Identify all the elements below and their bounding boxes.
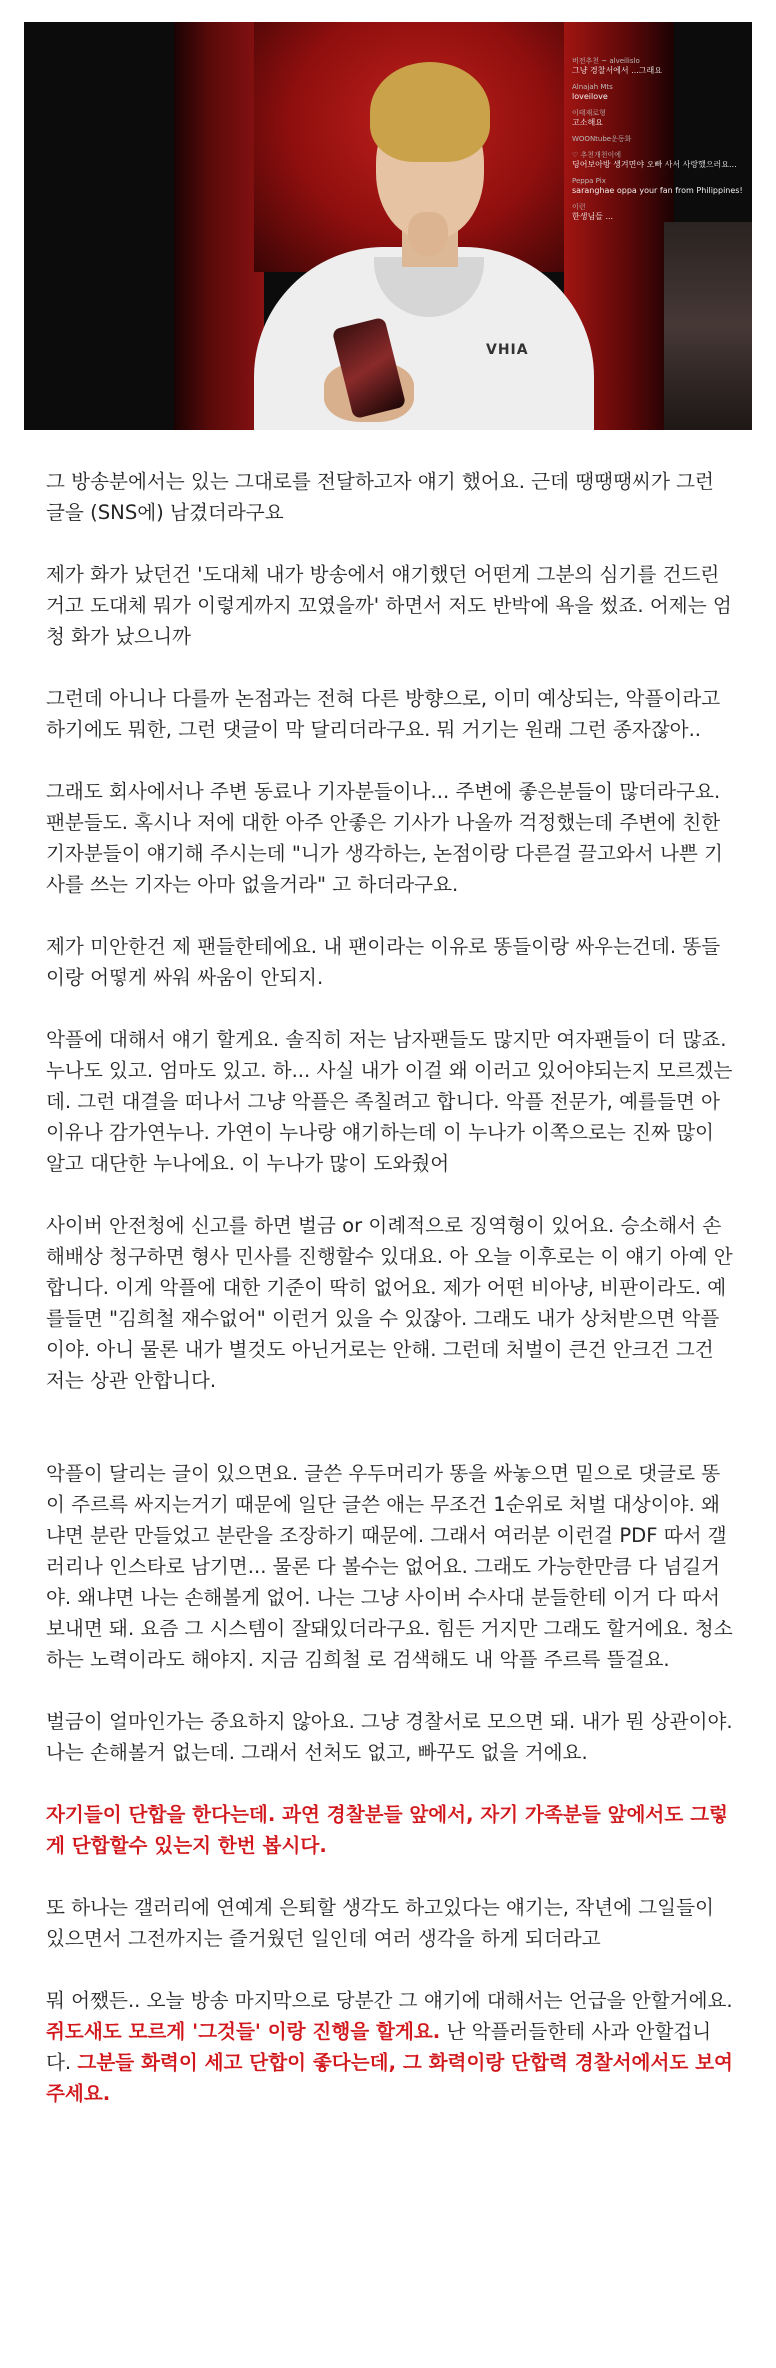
chat-username: 이런 xyxy=(572,203,586,211)
paragraph: 사이버 안전청에 신고를 하면 벌금 or 이례적으로 징역형이 있어요. 승소해서 손해배상 청구하면 형사 민사를 진행할수 있대요. 아 오늘 이후로는 이 얘기 아예 안합니다. 이게 악플에 대한 기준이 딱히 없어요. 제가 어떤 비아냥, 비판이라도. 예를들면 "김희철 재수없어" 이런거 있을 수 있잖아. 그래도 내가 상처받으면 악플이야. 아니 물론 내가 별것도 아닌거로는 안해. 그런데 처벌이 큰건 안크건 그건 저는 상관 안합니다. xyxy=(46,1214,733,1392)
live-chat-overlay xyxy=(572,56,752,228)
closing-text: 난 악플러들한테 사과 안할겁니다. xyxy=(46,2020,712,2074)
chat-text: 그냥 경찰서에서 ...그래요 xyxy=(572,66,662,75)
chat-text: loveilove xyxy=(572,92,608,101)
chat-username: Peppa Pix xyxy=(572,177,606,185)
paragraph: 벌금이 얼마인가는 중요하지 않아요. 그냥 경찰서로 모으면 돼. 내가 뭔 상관이야. 나는 손해볼거 없는데. 그래서 선처도 없고, 빠꾸도 없을 거에요. xyxy=(46,1710,733,1764)
chat-message xyxy=(572,202,752,222)
paragraph: 또 하나는 갤러리에 연예계 은퇴할 생각도 하고있다는 얘기는, 작년에 그일들이 있으면서 그전까지는 즐거웠던 일인데 여러 생각을 하게 되더라고 xyxy=(46,1896,714,1950)
chat-username: ♡ 추천개천이에 xyxy=(572,151,622,159)
chat-username: 이태재로형 xyxy=(572,109,606,117)
chat-text: 고소해요 xyxy=(572,118,603,127)
chat-message xyxy=(572,134,752,144)
chat-username: WOONtube운동화 xyxy=(572,135,632,143)
hoodie-print: VHIA xyxy=(486,342,529,358)
chat-text: 딩어보아방 생겨면야 오빠 사서 사랑했으러요... xyxy=(572,160,737,169)
paragraph: 그래도 회사에서나 주변 동료나 기자분들이나... 주변에 좋은분들이 많더라구요. 팬분들도. 혹시나 저에 대한 아주 안좋은 기사가 나올까 걱정했는데 주변에 친한 기자분들이 얘기해 주시는데 "니가 생각하는, 논점이랑 다른걸 끌고와서 나쁜 기사를 쓰는 기자는 아마 없을거라" 고 하더라구요. xyxy=(46,780,723,896)
paragraph: 악플이 달리는 글이 있으면요. 글쓴 우두머리가 똥을 싸놓으면 밑으로 댓글로 똥이 주르륵 싸지는거기 때문에 일단 글쓴 애는 무조건 1순위로 처벌 대상이야. 왜냐면 분란 만들었고 분란을 조장하기 때문에. 그래서 여러분 이런걸 PDF 따서 갤러리나 인스타로 남기면... 물론 다 볼수는 없어요. 그래도 가능한만큼 다 넘길거야. 왜냐면 나는 손해볼게 없어. 나는 그냥 사이버 수사대 분들한테 이거 다 따서 보내면 돼. 요즘 그 시스템이 잘돼있더라구요. 힘든 거지만 그래도 할거에요. 청소하는 노력이라도 해야지. 지금 김희철 로 검색해도 내 악플 주르륵 뜰걸요. xyxy=(46,1462,733,1671)
hand-on-chin xyxy=(408,212,448,256)
chat-message xyxy=(572,82,752,102)
paragraph: 제가 화가 났던건 '도대체 내가 방송에서 얘기했던 어떤게 그분의 심기를 건드린거고 도대체 뭐가 이렇게까지 꼬였을까' 하면서 저도 반박에 욕을 썼죠. 어제는 엄청 화가 났으니까 xyxy=(46,563,732,648)
chat-username: 버전추천 ~ alveilislo xyxy=(572,57,640,65)
emphasis-text: 쥐도새도 모르게 '그것들' 이랑 진행을 할게요. xyxy=(46,2020,441,2043)
article-body xyxy=(46,466,736,2140)
closing-paragraph xyxy=(46,1985,736,2109)
chat-message xyxy=(572,150,752,170)
paragraph: 그런데 아니나 다를까 논점과는 전혀 다른 방향으로, 이미 예상되는, 악플이라고 하기에도 뭐한, 그런 댓글이 막 달리더라구요. 뭐 거기는 원래 그런 종자잖아.. xyxy=(46,687,721,741)
chair-left-wing xyxy=(174,22,264,430)
chat-message xyxy=(572,108,752,128)
emphasis-text: 그분들 화력이 세고 단합이 좋다는데, 그 화력이랑 단합력 경찰서에서도 보여주세요. xyxy=(46,2051,733,2105)
background-shelf xyxy=(664,222,752,430)
paragraph: 그 방송분에서는 있는 그대로를 전달하고자 얘기 했어요. 근데 땡땡땡씨가 그런 글을 (SNS에) 남겼더라구요 xyxy=(46,470,714,524)
hair xyxy=(370,62,490,162)
broadcast-video-frame xyxy=(24,22,752,430)
chat-username: Alnajah Mts xyxy=(572,83,613,91)
paragraph: 악플에 대해서 얘기 할게요. 솔직히 저는 남자팬들도 많지만 여자팬들이 더 많죠. 누나도 있고. 엄마도 있고. 하... 사실 내가 이걸 왜 이러고 있어야되는지 모르겠는데. 그런 대결을 떠나서 그냥 악플은 족칠려고 합니다. 악플 전문가, 예를들면 아이유나 감가연누나. 가연이 누나랑 얘기하는데 이 누나가 이쪽으로는 진짜 많이 알고 대단한 누나에요. 이 누나가 많이 도와줬어 xyxy=(46,1028,733,1175)
paragraph: 제가 미안한건 제 팬들한테에요. 내 팬이라는 이유로 똥들이랑 싸우는건데. 똥들이랑 어떻게 싸워 싸움이 안되지. xyxy=(46,935,721,989)
closing-text: 뭐 어쨌든.. 오늘 방송 마지막으로 당분간 그 얘기에 대해서는 언급을 안할거에요. xyxy=(46,1989,733,2012)
emphasis-paragraph: 자기들이 단합을 한다는데. 과연 경찰분들 앞에서, 자기 가족분들 앞에서도 그렇게 단합할수 있는지 한번 봅시다. xyxy=(46,1803,728,1857)
chat-message xyxy=(572,176,752,196)
chat-message xyxy=(572,56,752,76)
chat-text: 한생님들 ... xyxy=(572,212,614,221)
chat-text: saranghae oppa your fan from Philippines! xyxy=(572,186,743,195)
